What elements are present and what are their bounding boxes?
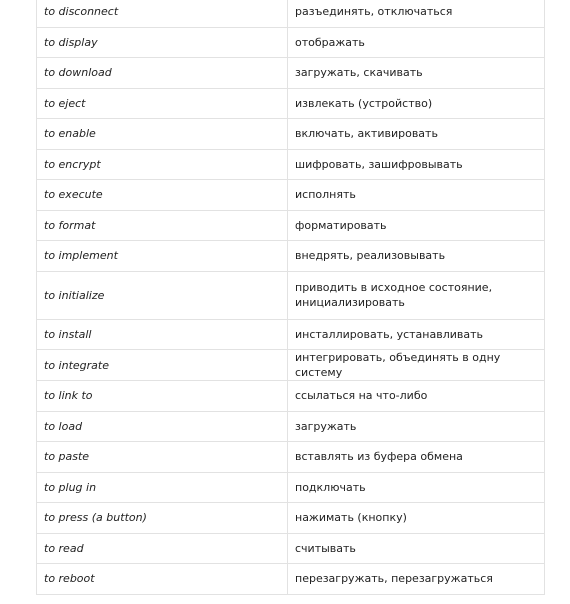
term-cell: to format [37,210,288,241]
term-cell: to disconnect [37,0,288,27]
term-cell: to encrypt [37,149,288,180]
table-row [37,241,545,272]
translation-cell: интегрировать, объединять в одну систему [288,350,545,381]
translation-cell: загружать, скачивать [288,58,545,89]
translation-cell: приводить в исходное состояние, инициализировать [288,271,545,319]
table-row [37,533,545,564]
term-cell: to plug in [37,472,288,503]
translation-cell: шифровать, зашифровывать [288,149,545,180]
translation-cell: извлекать (устройство) [288,88,545,119]
table-row [37,27,545,58]
term-cell: to download [37,58,288,89]
translation-cell: вставлять из буфера обмена [288,442,545,473]
table-row [37,88,545,119]
table-row [37,564,545,595]
table-row [37,119,545,150]
term-cell: to implement [37,241,288,272]
table-row [37,210,545,241]
translation-cell: разъединять, отключаться [288,0,545,27]
table-row [37,472,545,503]
translation-cell: форматировать [288,210,545,241]
translation-cell: нажимать (кнопку) [288,503,545,534]
table-row [37,0,545,27]
translation-cell: инсталлировать, устанавливать [288,319,545,350]
term-cell: to link to [37,381,288,412]
table-row [37,350,545,381]
term-cell: to paste [37,442,288,473]
table-row [37,58,545,89]
term-cell: to install [37,319,288,350]
table-row [37,180,545,211]
term-cell: to execute [37,180,288,211]
term-cell: to enable [37,119,288,150]
term-cell: to integrate [37,350,288,381]
translation-cell: перезагружать, перезагружаться [288,564,545,595]
table-row [37,149,545,180]
term-cell: to eject [37,88,288,119]
translation-cell: отображать [288,27,545,58]
table-row [37,381,545,412]
translation-cell: ссылаться на что-либо [288,381,545,412]
translation-cell: включать, активировать [288,119,545,150]
translation-cell: считывать [288,533,545,564]
translation-cell: внедрять, реализовывать [288,241,545,272]
term-cell: to display [37,27,288,58]
translation-cell: исполнять [288,180,545,211]
term-cell: to load [37,411,288,442]
term-cell: to press (a button) [37,503,288,534]
term-cell: to read [37,533,288,564]
table-row [37,442,545,473]
translation-cell: загружать [288,411,545,442]
vocabulary-table [36,0,545,595]
table-row [37,319,545,350]
translation-cell: подключать [288,472,545,503]
table-row [37,271,545,319]
term-cell: to initialize [37,271,288,319]
table-row [37,503,545,534]
table-row [37,411,545,442]
term-cell: to reboot [37,564,288,595]
